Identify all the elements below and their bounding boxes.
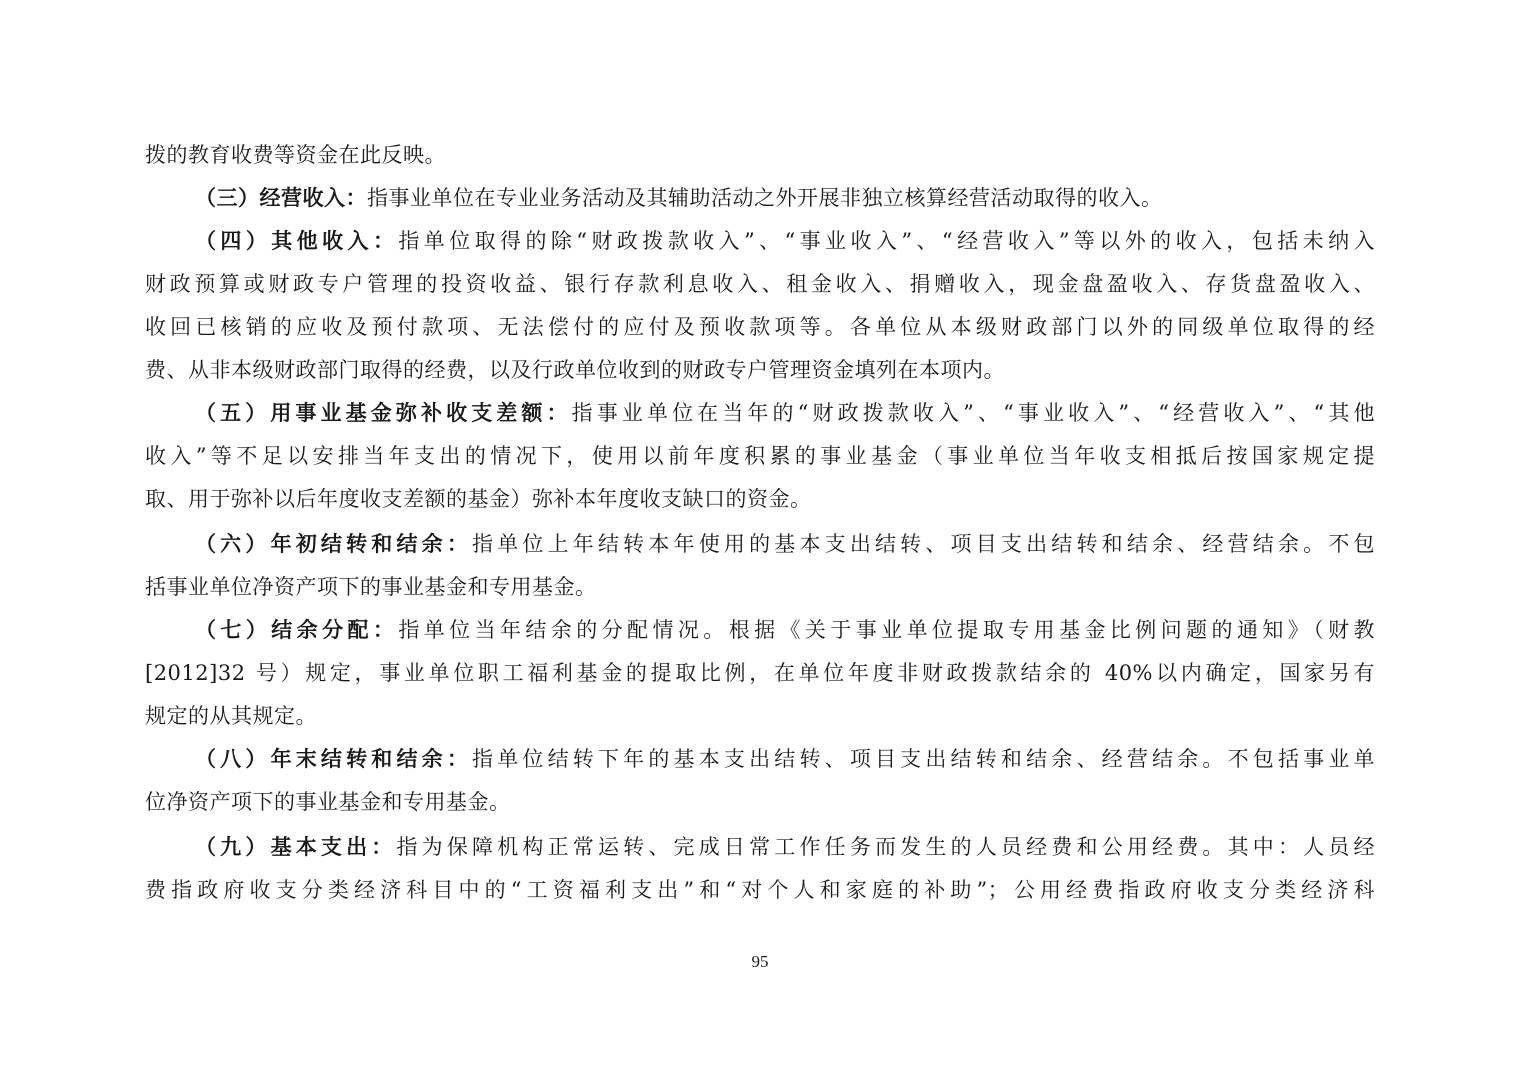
text-line bbox=[145, 355, 1375, 385]
line-text: 收入”等不足以安排当年支出的情况下，使用以前年度积累的事业基金（事业单位当年收支相抵后按国家规定提 bbox=[145, 444, 1375, 468]
line-prefix: （六） bbox=[195, 531, 271, 556]
text-line bbox=[195, 615, 1375, 645]
line-text: 财政预算或财政专户管理的投资收益、银行存款利息收入、租金收入、捐赠收入，现金盘盈收入、存货盘盈收入、 bbox=[145, 272, 1375, 296]
text-line bbox=[145, 875, 1375, 905]
line-text: 费、从非本级财政部门取得的经费，以及行政单位收到的财政专户管理资金填列在本项内。 bbox=[145, 358, 1005, 382]
line-term: 经营收入： bbox=[259, 185, 367, 210]
text-line bbox=[145, 312, 1375, 342]
line-term: 基本支出： bbox=[270, 834, 397, 859]
text-line bbox=[145, 484, 1375, 514]
text-line bbox=[145, 658, 1375, 688]
text-line bbox=[195, 398, 1375, 428]
line-text: 拨的教育收费等资金在此反映。 bbox=[145, 143, 446, 167]
line-prefix: （八） bbox=[195, 746, 271, 771]
page-number: 95 bbox=[751, 952, 769, 971]
line-prefix: （九） bbox=[195, 834, 271, 859]
text-line bbox=[145, 140, 1375, 170]
line-term: 年末结转和结余： bbox=[270, 746, 473, 771]
line-text: 收回已核销的应收及预付款项、无法偿付的应付及预收款项等。各单位从本级财政部门以外的同级单位取得的经 bbox=[145, 315, 1375, 339]
line-term: 结余分配： bbox=[271, 617, 399, 642]
text-line bbox=[145, 441, 1375, 471]
line-text: 取、用于弥补以后年度收支差额的基金）弥补本年度收支缺口的资金。 bbox=[145, 487, 812, 511]
text-line bbox=[145, 701, 1375, 731]
text-line bbox=[195, 226, 1375, 256]
line-text: 指事业单位在专业业务活动及其辅助活动之外开展非独立核算经营活动取得的收入。 bbox=[367, 186, 1163, 210]
line-text: [2012]32 号）规定，事业单位职工福利基金的提取比例，在单位年度非财政拨款结余的 40%以内确定，国家另有 bbox=[145, 661, 1375, 685]
line-text: 费指政府收支分类经济科目中的“工资福利支出”和“对个人和家庭的补助”；公用经费指政府收支分类经济科 bbox=[145, 878, 1375, 902]
line-prefix: （五） bbox=[195, 400, 271, 425]
text-line bbox=[195, 832, 1375, 862]
line-text: 指事业单位在当年的“财政拨款收入”、“事业收入”、“经营收入”、“其他 bbox=[571, 401, 1375, 425]
line-text: 指单位当年结余的分配情况。根据《关于事业单位提取专用基金比例问题的通知》（财教 bbox=[398, 618, 1376, 642]
line-term: 其他收入： bbox=[271, 228, 399, 253]
line-prefix: （四） bbox=[195, 228, 272, 253]
line-text: 括事业单位净资产项下的事业基金和专用基金。 bbox=[145, 575, 597, 599]
line-prefix: （七） bbox=[195, 617, 272, 642]
text-line bbox=[195, 183, 1375, 213]
line-prefix: （三） bbox=[195, 185, 260, 210]
line-text: 指为保障机构正常运转、完成日常工作任务而发生的人员经费和公用经费。其中：人员经 bbox=[396, 835, 1376, 859]
text-line bbox=[195, 529, 1375, 559]
line-text: 规定的从其规定。 bbox=[145, 704, 317, 728]
line-term: 年初结转和结余： bbox=[270, 531, 473, 556]
line-term: 用事业基金弥补收支差额： bbox=[270, 400, 572, 425]
line-text: 指单位取得的除“财政拨款收入”、“事业收入”、“经营收入”等以外的收入，包括未纳入 bbox=[398, 229, 1376, 253]
text-line bbox=[195, 744, 1375, 774]
line-text: 指单位结转下年的基本支出结转、项目支出结转和结余、经营结余。不包括事业单 bbox=[472, 747, 1376, 771]
text-line bbox=[145, 572, 1375, 602]
line-text: 指单位上年结转本年使用的基本支出结转、项目支出结转和结余、经营结余。不包 bbox=[472, 532, 1376, 556]
line-text: 位净资产项下的事业基金和专用基金。 bbox=[145, 790, 511, 814]
text-line bbox=[145, 787, 1375, 817]
text-line bbox=[145, 269, 1375, 299]
